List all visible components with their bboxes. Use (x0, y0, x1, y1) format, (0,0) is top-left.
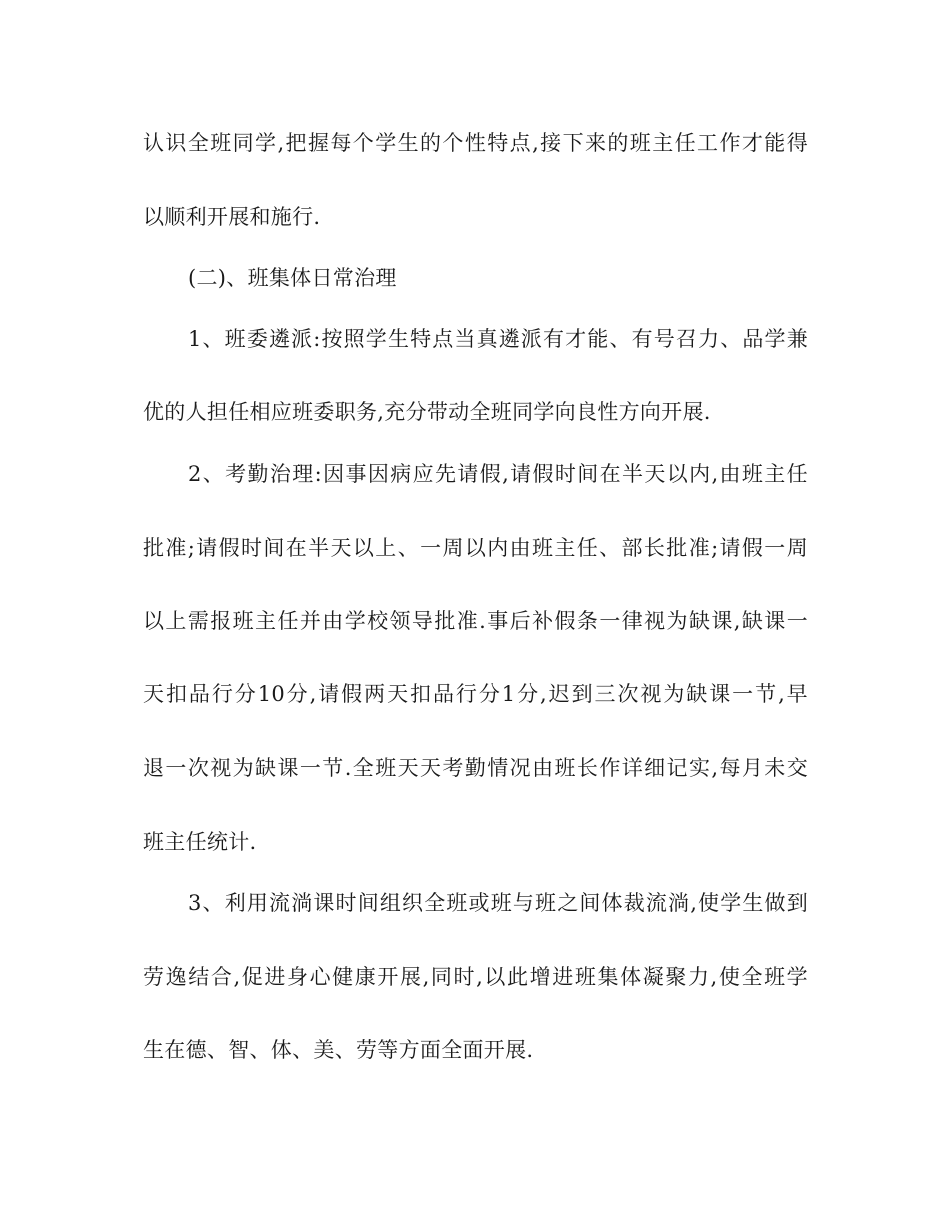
paragraph-line: 优的人担任相应班委职务,充分带动全班同学向良性方向开展. (143, 400, 711, 424)
paragraph-line: 退一次视为缺课一节.全班天天考勤情况由班长作详细记实,每月未交 (143, 756, 808, 780)
paragraph-line: 批准;请假时间在半天以上、一周以内由班主任、部长批准;请假一周 (143, 536, 808, 560)
paragraph-line: 以顺利开展和施行. (143, 205, 321, 229)
section-heading: (二)、班集体日常治理 (188, 266, 397, 290)
paragraph-line: 生在德、智、体、美、劳等方面全面开展. (143, 1038, 534, 1062)
paragraph-line: 2、考勤治理:因事因病应先请假,请假时间在半天以内,由班主任 (188, 462, 808, 486)
paragraph-line: 3、利用流淌课时间组织全班或班与班之间体裁流淌,使学生做到 (188, 891, 808, 915)
paragraph-line: 天扣品行分10分,请假两天扣品行分1分,迟到三次视为缺课一节,早 (143, 682, 808, 706)
paragraph-line: 以上需报班主任并由学校领导批准.事后补假条一律视为缺课,缺课一 (143, 609, 808, 633)
paragraph-line: 1、班委遴派:按照学生特点当真遴派有才能、有号召力、品学兼 (188, 327, 808, 351)
paragraph-line: 班主任统计. (143, 830, 257, 854)
paragraph-line: 劳逸结合,促进身心健康开展,同时,以此增进班集体凝聚力,使全班学 (143, 965, 808, 989)
paragraph-line: 认识全班同学,把握每个学生的个性特点,接下来的班主任工作才能得 (143, 131, 808, 155)
